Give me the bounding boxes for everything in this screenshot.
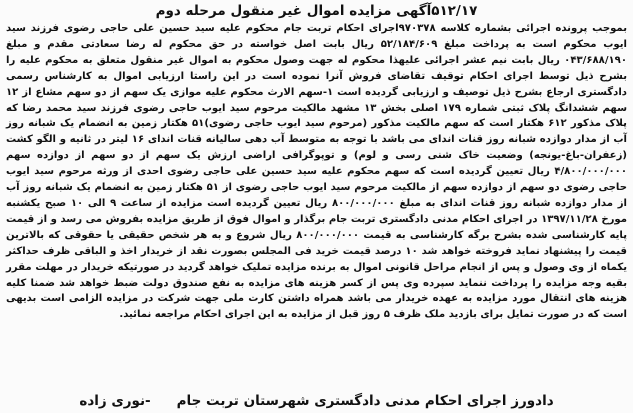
signature-name: نوری زاده xyxy=(79,393,146,409)
notice-body xyxy=(6,21,627,323)
signature-role: دادورز اجرای احکام مدنی دادگستری شهرستان تربت جام xyxy=(176,393,554,409)
notice-paragraph: بموجب پرونده اجرائی بشماره کلاسه ۹۷۰۳۷۸اجرای احکام تربت جام محکوم علیه سید حسین علی حاجی رضوی فرزند سید ایوب محکوم است به پرداخت مبلغ ۵۲/۱۸۴/۶۰۹ ریال بابت اصل خواسته در حق محکوم له رضا سعادتی مقدم و مبلغ ۰۴۳/۶۸۸/۱۹۰ ریال بابت نیم عشر اجرائی علیهذا محکوم له جهت وصول محکوم به اموال غیر منقول متعلق به محکوم علیه را بشرح ذیل توسط اجرای احکام توقیف تقاضای فروش آنرا نموده است در این راستا ارزیابی اموال به کارشناس رسمی دادگستری ارجاع بشرح ذیل توصیف و ارزیابی گردیده است ۱-سهم الارث محکوم علیه موازی یک سهم از دو سهم مشاع از ۱۲ سهم ششدانگ پلاک ثبتی شماره ۱۷۹ اصلی بخش ۱۳ مشهد مالکیت مرحوم سید ایوب حاجی رضوی فرزند سید محمد رضا که پلاک مذکور ۶۱۲ هکتار است که سهم مالکیت مذکور (مرحوم سید ایوب حاجی رضوی)۵۱ هکتار زمین به انضمام یک شبانه روز آب از مدار دوازده شبانه روز قنات اندای می باشد با توجه به متوسط آب دهی سالیانه قنات اندای ۱۶ لیتر در ثانیه و الگو کشت (زعفران-باغ-یونجه) وضعیت خاک شنی رسی و لوم) و توپوگرافی اراضی ارزش یک سهم از دو سهم از دوازده سهم ۴/۸۰۰/۰۰۰/۰۰۰ ریال تعیین گردیده است که سهم محکوم علیه سید حسین علی حاجی رضوی احدی از ورثه مرحوم سید ایوب حاجی رضوی دو سهم از دوازده سهم از مالکیت مرحوم سید ایوب حاجی رضوی از ۵۱ هکتار زمین به انضمام یک شبانه روز آب از مدار دوازده شبانه روز قنات اندای به مبلغ ۸۰۰/۰۰۰/۰۰۰ ریال تعیین گردیده است مزایده از ساعت ۹ الی ۱۰ صبح یکشنبه مورخ ۱۳۹۷/۱۱/۲۸ در اجرای احکام مدنی دادگستری تربت جام برگذار و اموال فوق از طریق مزایده بفروش می رسد و از قیمت پایه کارشناسی شده بشرح برگه کارشناسی به قیمت ۸۰۰/۰۰۰/۰۰۰ ریال شروع و به هر شخص حقیقی یا حقوقی که بالاترین قیمت را پیشنهاد نماید فروخته خواهد شد ۱۰ درصد قیمت خرید فی المجلس بصورت نقد از خریدار اخذ و الباقی ظرف حداکثر یکماه از وی وصول و پس از انجام مراحل قانونی اموال به برنده مزایده تملیک خواهد گردید در صورتیکه خریدار در مهلت مقرر بقیه وجه مزایده را پرداخت ننماید سپرده وی پس از کسر هزینه های مزایده به نفع صندوق دولت ضبط خواهد شد ضمنا کلیه هزینه های انتقال مورد مزایده به عهده خریدار می باشد همراه داشتن کارت ملی جهت شرکت در مزایده الزامی است بدیهی است که در صورت تمایل برای بازدید ملک ظرف ۵ روز قبل از مزایده به این اجرای احکام مراجعه نمائید. xyxy=(6,23,628,321)
signature-dash: - xyxy=(145,393,151,409)
notice-signature xyxy=(0,392,633,410)
notice-title: ۵۱۲/۱۷آگهی مزایده اموال غیر منقول مرحله دوم xyxy=(155,3,478,19)
